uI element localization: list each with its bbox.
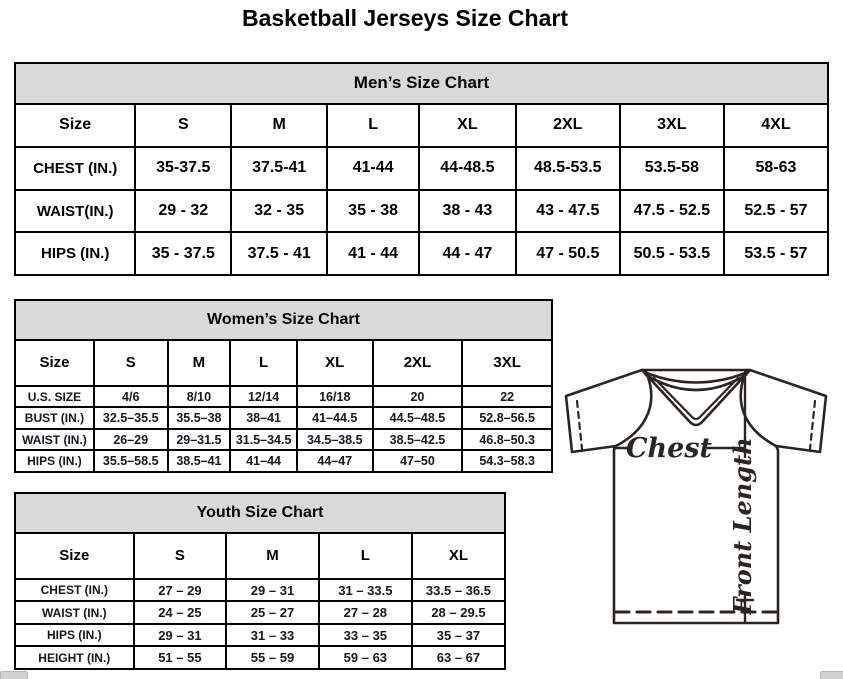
value-cell: 41-44 xyxy=(327,147,419,190)
table-row xyxy=(15,646,505,669)
value-cell: 41–44.5 xyxy=(297,407,373,429)
value-cell: 35.5–38 xyxy=(168,407,231,429)
column-header: M xyxy=(231,104,327,148)
column-header: XL xyxy=(412,533,505,579)
table-row xyxy=(15,190,828,233)
table-row xyxy=(15,450,552,472)
horizontal-scrollbar-thumb-right[interactable] xyxy=(820,671,843,679)
value-cell: 29 – 31 xyxy=(134,624,227,647)
row-label: HIPS (IN.) xyxy=(15,232,135,275)
row-label: HEIGHT (IN.) xyxy=(15,646,134,669)
value-cell: 47.5 - 52.5 xyxy=(620,190,724,233)
youth-table-title: Youth Size Chart xyxy=(15,493,505,533)
value-cell: 4/6 xyxy=(94,386,168,408)
row-label: WAIST (IN.) xyxy=(15,429,94,451)
value-cell: 35 – 37 xyxy=(412,624,505,647)
youth-size-chart-table xyxy=(14,492,506,670)
value-cell: 33.5 – 36.5 xyxy=(412,579,505,602)
value-cell: 47–50 xyxy=(373,450,463,472)
value-cell: 31 – 33.5 xyxy=(319,579,412,602)
value-cell: 8/10 xyxy=(168,386,231,408)
jersey-measurement-diagram xyxy=(558,360,843,636)
value-cell: 38.5–41 xyxy=(168,450,231,472)
value-cell: 12/14 xyxy=(230,386,297,408)
front-length-label: Front Length xyxy=(728,437,757,615)
row-label: CHEST (IN.) xyxy=(15,147,135,190)
value-cell: 31.5–34.5 xyxy=(230,429,297,451)
value-cell: 52.8–56.5 xyxy=(462,407,552,429)
value-cell: 35.5–58.5 xyxy=(94,450,168,472)
row-label: BUST (IN.) xyxy=(15,407,94,429)
value-cell: 29 - 32 xyxy=(135,190,231,233)
value-cell: 47 - 50.5 xyxy=(516,232,620,275)
value-cell: 37.5 - 41 xyxy=(231,232,327,275)
value-cell: 38.5–42.5 xyxy=(373,429,463,451)
column-header: XL xyxy=(419,104,516,148)
youth-table xyxy=(14,492,506,670)
value-cell: 59 – 63 xyxy=(319,646,412,669)
value-cell: 50.5 - 53.5 xyxy=(620,232,724,275)
value-cell: 34.5–38.5 xyxy=(297,429,373,451)
value-cell: 16/18 xyxy=(297,386,373,408)
value-cell: 35-37.5 xyxy=(135,147,231,190)
value-cell: 44-48.5 xyxy=(419,147,516,190)
table-row xyxy=(15,147,828,190)
value-cell: 43 - 47.5 xyxy=(516,190,620,233)
value-cell: 41 - 44 xyxy=(327,232,419,275)
mens-table xyxy=(14,62,829,276)
value-cell: 58-63 xyxy=(724,147,828,190)
horizontal-scrollbar-thumb-left[interactable] xyxy=(0,671,28,679)
column-header: S xyxy=(94,340,168,386)
jersey-outline xyxy=(566,370,826,623)
table-row xyxy=(15,429,552,451)
value-cell: 35 - 37.5 xyxy=(135,232,231,275)
value-cell: 44 - 47 xyxy=(419,232,516,275)
value-cell: 26–29 xyxy=(94,429,168,451)
column-header: L xyxy=(319,533,412,579)
value-cell: 53.5 - 57 xyxy=(724,232,828,275)
column-header: L xyxy=(327,104,419,148)
row-label: HIPS (IN.) xyxy=(15,450,94,472)
value-cell: 48.5-53.5 xyxy=(516,147,620,190)
table-row xyxy=(15,579,505,602)
column-header: S xyxy=(135,104,231,148)
table-row xyxy=(15,407,552,429)
value-cell: 38–41 xyxy=(230,407,297,429)
value-cell: 53.5-58 xyxy=(620,147,724,190)
row-label: WAIST(IN.) xyxy=(15,190,135,233)
value-cell: 52.5 - 57 xyxy=(724,190,828,233)
column-header: 4XL xyxy=(724,104,828,148)
womens-size-chart-table xyxy=(14,299,553,473)
value-cell: 33 – 35 xyxy=(319,624,412,647)
table-row xyxy=(15,624,505,647)
value-cell: 25 – 27 xyxy=(226,601,319,624)
column-header: M xyxy=(226,533,319,579)
mens-table-title: Men’s Size Chart xyxy=(15,63,828,104)
column-header: Size xyxy=(15,340,94,386)
value-cell: 32.5–35.5 xyxy=(94,407,168,429)
value-cell: 22 xyxy=(462,386,552,408)
column-header: XL xyxy=(297,340,373,386)
table-row xyxy=(15,232,828,275)
column-header: 3XL xyxy=(462,340,552,386)
mens-size-chart-table xyxy=(14,62,829,276)
column-header: L xyxy=(230,340,297,386)
value-cell: 24 – 25 xyxy=(134,601,227,624)
column-header: Size xyxy=(15,533,134,579)
page-title: Basketball Jerseys Size Chart xyxy=(241,5,568,31)
value-cell: 38 - 43 xyxy=(419,190,516,233)
value-cell: 41–44 xyxy=(230,450,297,472)
column-header: 3XL xyxy=(620,104,724,148)
table-row xyxy=(15,601,505,624)
column-header: Size xyxy=(15,104,135,148)
value-cell: 29 – 31 xyxy=(226,579,319,602)
column-header: S xyxy=(134,533,227,579)
column-header: 2XL xyxy=(516,104,620,148)
value-cell: 29–31.5 xyxy=(168,429,231,451)
value-cell: 28 – 29.5 xyxy=(412,601,505,624)
value-cell: 37.5-41 xyxy=(231,147,327,190)
value-cell: 27 – 28 xyxy=(319,601,412,624)
value-cell: 31 – 33 xyxy=(226,624,319,647)
chest-label: Chest xyxy=(626,433,712,464)
table-row xyxy=(15,386,552,408)
womens-table-title: Women’s Size Chart xyxy=(15,300,552,340)
value-cell: 51 – 55 xyxy=(134,646,227,669)
value-cell: 44.5–48.5 xyxy=(373,407,463,429)
value-cell: 63 – 67 xyxy=(412,646,505,669)
value-cell: 32 - 35 xyxy=(231,190,327,233)
value-cell: 27 – 29 xyxy=(134,579,227,602)
value-cell: 44–47 xyxy=(297,450,373,472)
column-header: 2XL xyxy=(373,340,463,386)
womens-table xyxy=(14,299,553,473)
row-label: HIPS (IN.) xyxy=(15,624,134,647)
column-header: M xyxy=(168,340,231,386)
value-cell: 46.8–50.3 xyxy=(462,429,552,451)
row-label: WAIST (IN.) xyxy=(15,601,134,624)
row-label: CHEST (IN.) xyxy=(15,579,134,602)
value-cell: 35 - 38 xyxy=(327,190,419,233)
value-cell: 20 xyxy=(373,386,463,408)
value-cell: 54.3–58.3 xyxy=(462,450,552,472)
value-cell: 55 – 59 xyxy=(226,646,319,669)
row-label: U.S. SIZE xyxy=(15,386,94,408)
